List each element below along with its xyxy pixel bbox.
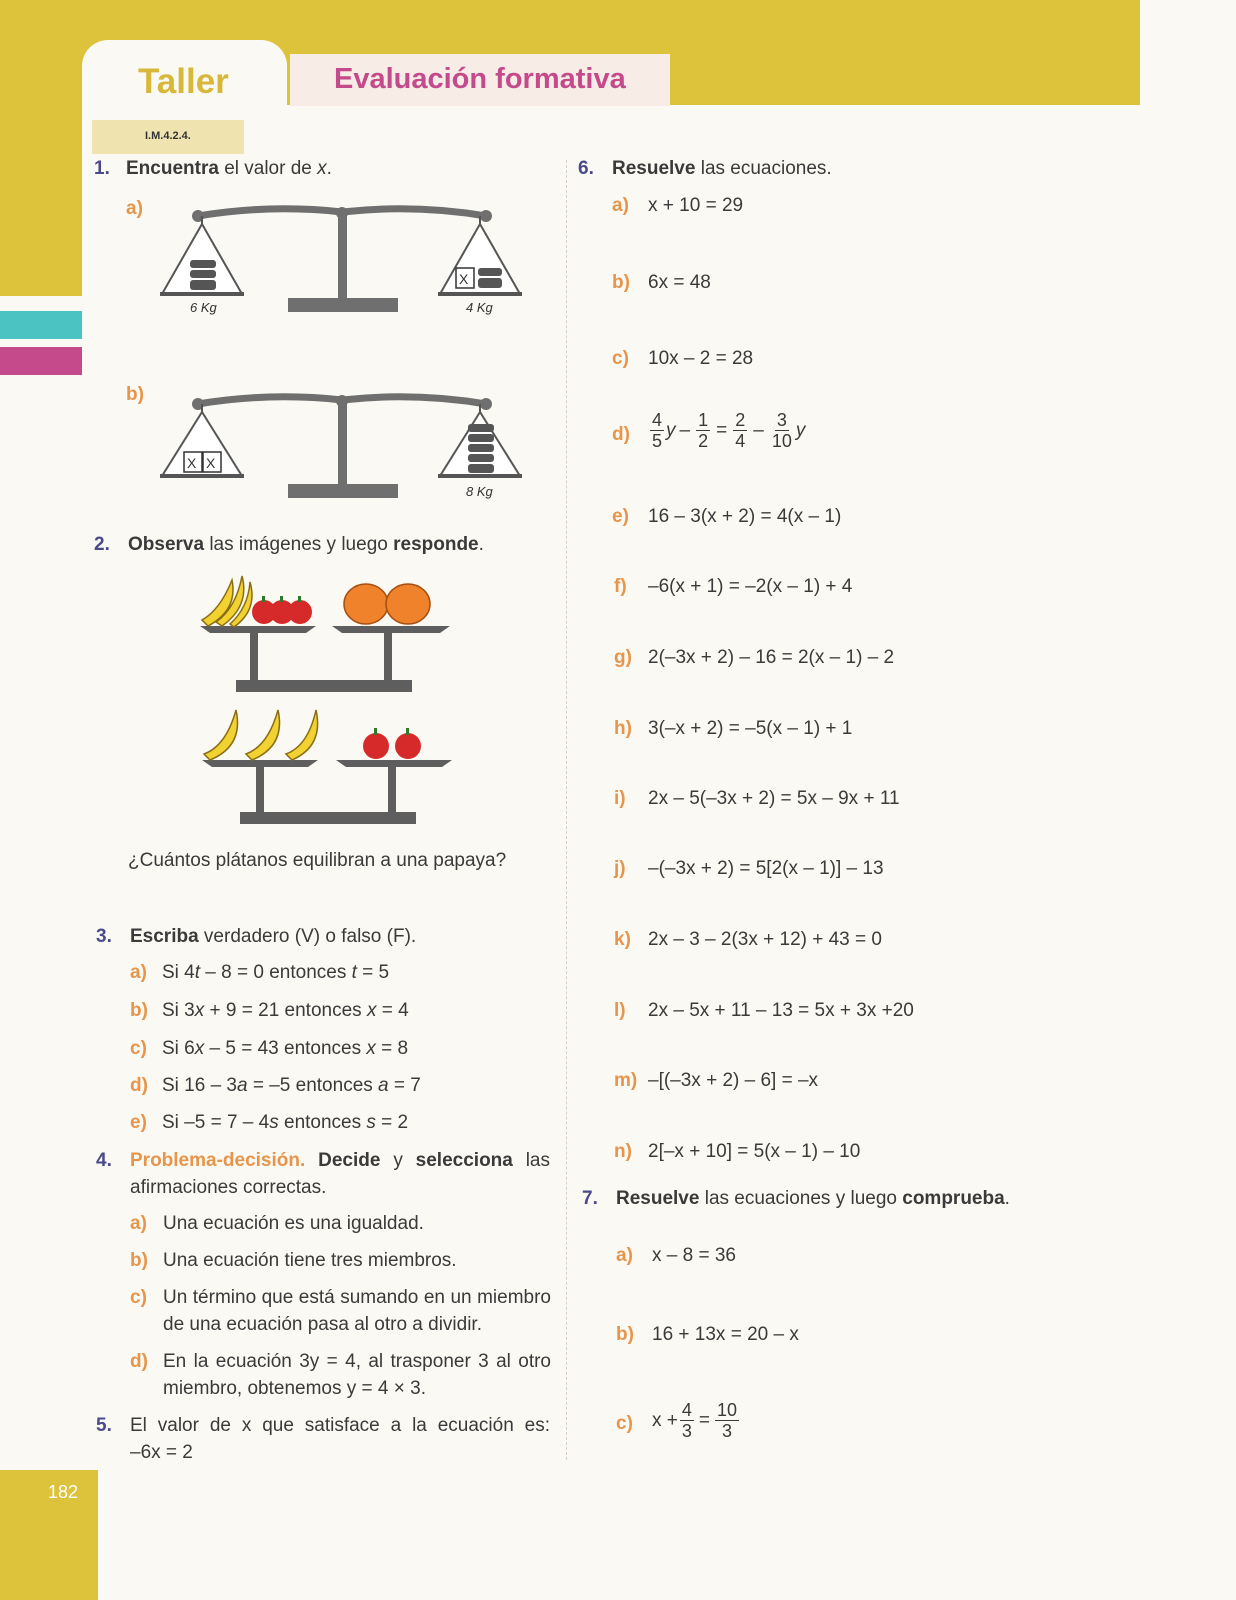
q3-item-label: d) <box>130 1075 148 1096</box>
q5-line-2: –6x = 2 <box>130 1442 193 1463</box>
q6-verb: Resuelve <box>612 158 696 179</box>
q2-verb-2: responde <box>393 534 479 555</box>
q7-item-label: c) <box>616 1413 633 1434</box>
q2-end: . <box>478 534 484 555</box>
q6-d-den-1: 5 <box>652 431 663 451</box>
q1-number: 1. <box>94 158 110 179</box>
q3-item-var-1: s <box>269 1112 279 1133</box>
q3-item-post: = 4 <box>376 1000 409 1021</box>
q6-item-label: n) <box>614 1141 632 1162</box>
q3-item-label: b) <box>130 1000 148 1021</box>
q6-d-num-2: 1 <box>698 410 709 430</box>
q6-d-num-3: 2 <box>735 410 746 430</box>
q3-item-statement <box>162 1038 408 1060</box>
q6-item-label: l) <box>614 1000 626 1021</box>
q6-item-equation: –[(–3x + 2) – 6] = –x <box>648 1070 819 1091</box>
q7-number: 7. <box>582 1188 598 1209</box>
q3-item-var-1: a <box>237 1075 248 1096</box>
q1-text: el valor de <box>218 158 318 179</box>
q6-item-label: g) <box>614 647 632 668</box>
q6-d-den-4: 10 <box>771 431 792 451</box>
q3-item-pre: Si 16 – 3 <box>162 1075 237 1096</box>
q6-heading <box>612 158 832 180</box>
q1-b-label: b) <box>126 384 144 405</box>
q3-item-var-1: t <box>194 962 201 983</box>
q3-number: 3. <box>96 926 112 947</box>
q6-item-equation: 2x – 3 – 2(3x + 12) + 43 = 0 <box>648 929 882 950</box>
q6-d-num-1: 4 <box>652 410 663 430</box>
q7-item-equation: x – 8 = 36 <box>652 1245 736 1266</box>
left-margin-band <box>0 0 82 296</box>
q3-item-var-1: x <box>194 1038 205 1059</box>
q6-d-den-2: 2 <box>698 431 709 451</box>
q3-item-pre: Si –5 = 7 – 4 <box>162 1112 270 1133</box>
fruit-balance-illustration <box>190 570 460 830</box>
q6-item-equation: 3(–x + 2) = –5(x – 1) + 1 <box>648 718 853 739</box>
q3-item-label: e) <box>130 1112 147 1133</box>
pink-section-tab <box>0 347 82 375</box>
q3-item-var-2: x <box>366 1000 377 1021</box>
q3-item-label: c) <box>130 1038 147 1059</box>
q2-question: ¿Cuántos plátanos equilibran a una papaya? <box>128 850 507 871</box>
q4-item-line-1: Un término que está sumando en un miembro <box>163 1287 551 1308</box>
q3-item-statement <box>162 1112 408 1134</box>
q6-item-equation: 16 – 3(x + 2) = 4(x – 1) <box>648 506 842 527</box>
q6-item-label: e) <box>612 506 629 527</box>
tab-title: Taller <box>138 62 229 101</box>
q3-item-mid: entonces <box>278 1112 367 1133</box>
q1-var: x <box>317 158 327 179</box>
q3-item-pre: Si 3 <box>162 1000 195 1021</box>
q1-heading <box>126 158 332 180</box>
q3-item-post: = 7 <box>388 1075 421 1096</box>
q3-item-post: = 5 <box>356 962 390 983</box>
q6-item-equation: 2x – 5x + 11 – 13 = 5x + 3x +20 <box>648 1000 914 1021</box>
q3-item-pre: Si 4 <box>162 962 195 983</box>
q4-number: 4. <box>96 1150 112 1171</box>
q6-item-label: m) <box>614 1070 638 1091</box>
q5-number: 5. <box>96 1415 112 1436</box>
q1-a-label: a) <box>126 198 143 219</box>
q3-item-mid: = –5 entonces <box>247 1075 379 1096</box>
q7-verb-2: comprueba <box>902 1188 1005 1209</box>
teal-section-tab <box>0 311 82 339</box>
q3-item-mid: + 9 = 21 entonces <box>204 1000 367 1021</box>
page-number: 182 <box>48 1482 79 1502</box>
q3-item-pre: Si 6 <box>162 1038 195 1059</box>
q7-end: . <box>1004 1188 1010 1209</box>
q3-item-statement <box>162 1000 409 1022</box>
q4-text: las <box>525 1150 550 1171</box>
q7-item-equation: 16 + 13x = 20 – x <box>652 1324 799 1345</box>
q4-connector: y <box>393 1150 403 1171</box>
q1-a-left-weight: 6 Kg <box>190 300 217 315</box>
q7-item-label: a) <box>616 1245 633 1266</box>
q4-item-label: c) <box>130 1287 147 1308</box>
q1-b-box-letter-2: X <box>206 455 216 471</box>
q4-verb-2: selecciona <box>415 1150 513 1171</box>
q2-heading <box>128 534 484 556</box>
q3-item-var-2: s <box>366 1112 376 1133</box>
q3-item-mid: – 8 = 0 entonces <box>200 962 352 983</box>
q6-item-equation: 10x – 2 = 28 <box>648 348 754 369</box>
two-apples-icon <box>363 728 421 759</box>
q6-item-equation: –(–3x + 2) = 5[2(x – 1)] – 13 <box>648 858 884 879</box>
q6-d-var-1: y <box>666 419 676 441</box>
q3-text: verdadero (V) o falso (F). <box>198 926 417 947</box>
q6-item-label: k) <box>614 929 631 950</box>
q6-d-num-4: 3 <box>776 410 787 430</box>
q3-item-var-2: x <box>366 1038 376 1059</box>
q6-item-label: f) <box>614 576 627 597</box>
section-title: Evaluación formativa <box>334 63 626 95</box>
q3-item-var-2: t <box>351 962 357 983</box>
q6-item-label: i) <box>614 788 626 809</box>
q1-a-right-weight: 4 Kg <box>466 300 493 315</box>
q4-item-label: a) <box>130 1213 147 1234</box>
q1-b-box-letter-1: X <box>187 455 197 471</box>
q7-heading <box>616 1188 1010 1210</box>
q3-item-statement <box>162 1075 421 1097</box>
q3-item-var-1: x <box>194 1000 205 1021</box>
q6-d-equals: = <box>716 419 728 441</box>
q4-item-line-1: Una ecuación tiene tres miembros. <box>163 1250 457 1271</box>
q7-text: las ecuaciones y luego <box>699 1188 903 1209</box>
q6-item-label: d) <box>612 424 630 445</box>
q7-verb-1: Resuelve <box>616 1188 700 1209</box>
q6-item-equation: –6(x + 1) = –2(x – 1) + 4 <box>648 576 853 597</box>
q6-d-op-2: – <box>753 419 764 441</box>
q2-verb-1: Observa <box>128 534 205 555</box>
q3-verb: Escriba <box>130 926 199 947</box>
q4-item-line-2: miembro, obtenemos y = 4 × 3. <box>163 1378 426 1399</box>
q4-item-line-1: En la ecuación 3y = 4, al trasponer 3 al otro <box>163 1351 551 1372</box>
q7-c-den-2: 3 <box>722 1421 733 1441</box>
q3-item-post: = 2 <box>375 1112 409 1133</box>
q6-item-label: b) <box>612 272 630 293</box>
q6-number: 6. <box>578 158 594 179</box>
q7-c-num-1: 4 <box>681 1400 692 1420</box>
q7-c-equation <box>652 1400 741 1441</box>
q5-line-1: El valor de x que satisface a la ecuación es: <box>130 1415 550 1436</box>
apple-group-icon <box>252 596 312 624</box>
q6-item-equation: x + 10 = 29 <box>648 195 744 216</box>
papaya-group-icon <box>344 584 430 624</box>
q4-item-label: b) <box>130 1250 148 1271</box>
q3-item-post: = 8 <box>375 1038 409 1059</box>
q7-c-equals: = <box>698 1409 710 1431</box>
q3-item-statement <box>162 962 389 984</box>
q1-a-box-letter: X <box>459 271 469 287</box>
q6-d-equation <box>648 410 805 451</box>
q7-c-prefix: x + <box>652 1409 678 1431</box>
balance-scale-b <box>150 388 540 518</box>
q6-item-equation: 2(–3x + 2) – 16 = 2(x – 1) – 2 <box>648 647 895 668</box>
q1-end: . <box>326 158 332 179</box>
q6-item-label: a) <box>612 195 629 216</box>
q4-item-line-1: Una ecuación es una igualdad. <box>163 1213 424 1234</box>
q6-item-label: c) <box>612 348 629 369</box>
q2-number: 2. <box>94 534 110 555</box>
balance-scale-a <box>150 200 540 330</box>
q7-c-num-2: 10 <box>717 1400 738 1420</box>
three-bananas-icon <box>204 710 318 760</box>
q3-item-label: a) <box>130 962 147 983</box>
q6-item-label: h) <box>614 718 632 739</box>
indicator-code: I.M.4.2.4. <box>145 130 191 142</box>
q1-verb: Encuentra <box>126 158 219 179</box>
q4-heading <box>130 1150 550 1172</box>
q1-b-right-weight: 8 Kg <box>466 484 493 499</box>
q7-item-label: b) <box>616 1324 634 1345</box>
q6-d-var-2: y <box>795 419 806 441</box>
q4-heading-line2: afirmaciones correctas. <box>130 1177 327 1198</box>
q6-d-op-1: – <box>679 419 691 441</box>
q4-verb-1: Decide <box>318 1150 381 1171</box>
q6-d-den-3: 4 <box>735 431 746 451</box>
banana-bunch-icon <box>202 576 252 627</box>
q4-item-label: d) <box>130 1351 148 1372</box>
q2-text: las imágenes y luego <box>204 534 394 555</box>
q3-item-mid: – 5 = 43 entonces <box>204 1038 367 1059</box>
q6-item-equation: 2[–x + 10] = 5(x – 1) – 10 <box>648 1141 861 1162</box>
q3-item-var-2: a <box>378 1075 389 1096</box>
q4-item-line-2: de una ecuación pasa al otro a dividir. <box>163 1314 482 1335</box>
q3-heading <box>130 926 416 948</box>
q6-text: las ecuaciones. <box>695 158 832 179</box>
q7-c-den-1: 3 <box>681 1421 692 1441</box>
q6-item-label: j) <box>614 858 626 879</box>
q6-item-equation: 2x – 5(–3x + 2) = 5x – 9x + 11 <box>648 788 900 809</box>
q6-item-equation: 6x = 48 <box>648 272 711 293</box>
column-divider <box>566 160 567 1460</box>
q4-accent: Problema-decisión. <box>130 1150 306 1171</box>
